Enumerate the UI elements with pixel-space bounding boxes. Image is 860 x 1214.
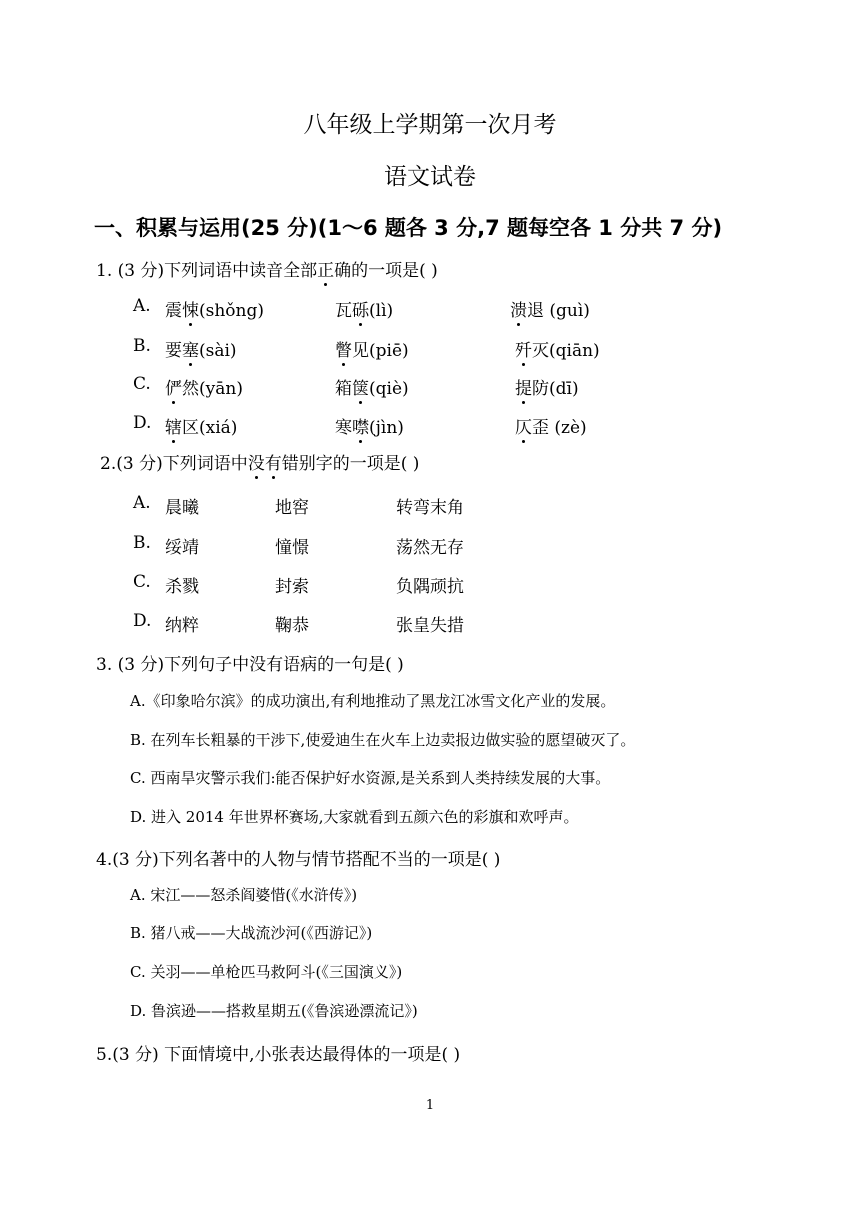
dotted-char: 噤 [352, 413, 369, 438]
dotted-char: 没 [248, 449, 265, 474]
question-2-option-c-word2: 封索 [275, 577, 309, 597]
q1-c-word2 [335, 374, 409, 399]
pinyin: (qiān) [549, 341, 600, 361]
question-2-option-c-word3: 负隅顽抗 [396, 577, 464, 597]
question-1-stem-b: 确的一项是( ) [334, 261, 438, 281]
question-3-option-a: A.《印象哈尔滨》的成功演出,有利地推动了黑龙江冰雪文化产业的发展。 [130, 692, 616, 710]
pinyin: (shǒng) [199, 301, 265, 321]
pinyin: (qiè) [369, 379, 409, 399]
pinyin: (sài) [199, 341, 237, 361]
question-2-option-d-label: D. [133, 611, 152, 631]
word-text: 箱 [335, 379, 352, 399]
question-2-stem-a: 2.(3 分)下列词语中 [100, 454, 248, 474]
question-1-option-a [133, 296, 151, 316]
dotted-char: 塞 [182, 336, 199, 361]
question-3-option-b: B. 在列车长粗暴的干涉下,使爱迪生在火车上边卖报边做实验的愿望破灭了。 [130, 731, 636, 749]
exam-title: 八年级上学期第一次月考 [303, 112, 557, 138]
exam-subtitle: 语文试卷 [384, 164, 476, 190]
page-number: 1 [425, 1098, 435, 1113]
word-text: 瓦 [335, 301, 352, 321]
q1-b-word1 [165, 336, 237, 361]
q1-d-word3 [515, 413, 587, 438]
word-text: 灭 [532, 341, 549, 361]
dotted-char: 俨 [165, 374, 182, 399]
dotted-char: 提 [515, 374, 532, 399]
pinyin: (lì) [369, 301, 394, 321]
question-4-option-b: B. 猪八戒——大战流沙河(《西游记》) [130, 924, 373, 942]
q1-c-word1 [165, 374, 243, 399]
question-4-stem: 4.(3 分)下列名著中的人物与情节搭配不当的一项是( ) [96, 850, 501, 870]
question-1-option-d [133, 413, 151, 433]
question-2-option-d-word2: 鞠恭 [275, 616, 309, 636]
pinyin: (jìn) [369, 418, 404, 438]
question-2-option-a-word3: 转弯末角 [396, 498, 464, 518]
question-4-option-d: D. 鲁滨逊——搭救星期五(《鲁滨逊漂流记》) [130, 1002, 418, 1020]
option-label: C. [133, 374, 151, 394]
pinyin: (xiá) [199, 418, 238, 438]
section-heading: 一、积累与运用(25 分)(1～6 题各 3 分,7 题每空各 1 分共 7 分) [94, 216, 723, 240]
q1-a-word3 [510, 296, 590, 321]
word-text: 防 [532, 379, 549, 399]
question-1-option-c [133, 374, 151, 394]
question-2-option-a-word2: 地窖 [275, 498, 309, 518]
question-2-stem [100, 449, 419, 474]
word-text: 歪 [532, 418, 549, 438]
question-2-option-d-word3: 张皇失措 [396, 616, 464, 636]
question-2-option-a-word1: 晨曦 [165, 498, 199, 518]
question-2-option-c-label: C. [133, 572, 151, 592]
dotted-char: 歼 [515, 336, 532, 361]
q1-d-word2 [335, 413, 404, 438]
q1-d-word1 [165, 413, 237, 438]
dotted-char: 仄 [515, 413, 532, 438]
q1-a-word1 [165, 296, 264, 321]
q1-b-word2 [335, 336, 409, 361]
option-label: D. [133, 413, 152, 433]
word-text: 然 [182, 379, 199, 399]
question-2-option-c-word1: 杀戮 [165, 577, 199, 597]
dotted-char: 瞥 [335, 336, 352, 361]
dotted-char: 正 [317, 256, 334, 281]
pinyin: (dī) [549, 379, 579, 399]
word-text: 退 [527, 301, 544, 321]
question-3-option-c: C. 西南旱灾警示我们:能否保护好水资源,是关系到人类持续发展的大事。 [130, 769, 611, 787]
dotted-char: 悚 [182, 296, 199, 321]
option-label: B. [133, 336, 151, 356]
question-2-option-b-word2: 憧憬 [275, 538, 309, 558]
question-4-option-a: A. 宋江——怒杀阎婆惜(《水浒传》) [130, 886, 358, 904]
pinyin: (piē) [369, 341, 409, 361]
word-text: 寒 [335, 418, 352, 438]
pinyin: (zè) [549, 418, 587, 438]
question-2-option-b-word1: 绥靖 [165, 538, 199, 558]
question-1-stem [96, 256, 438, 281]
question-2-option-a-label: A. [133, 493, 151, 513]
dotted-char: 溃 [510, 296, 527, 321]
question-2-option-d-word1: 纳粹 [165, 616, 199, 636]
word-text: 见 [352, 341, 369, 361]
dotted-char: 砾 [352, 296, 369, 321]
question-2-stem-b: 错别字的一项是( ) [281, 454, 420, 474]
question-3-option-d: D. 进入 2014 年世界杯赛场,大家就看到五颜六色的彩旗和欢呼声。 [130, 808, 579, 826]
question-4-option-c: C. 关羽——单枪匹马救阿斗(《三国演义》) [130, 963, 403, 981]
question-5-stem: 5.(3 分) 下面情境中,小张表达最得体的一项是( ) [96, 1045, 461, 1065]
q1-a-word2 [335, 296, 393, 321]
dotted-char: 有 [265, 449, 282, 474]
question-1-option-b [133, 336, 151, 356]
question-3-stem: 3. (3 分)下列句子中没有语病的一句是( ) [96, 655, 404, 675]
word-text: 震 [165, 301, 182, 321]
question-2-option-b-label: B. [133, 533, 151, 553]
dotted-char: 辖 [165, 413, 182, 438]
dotted-char: 箧 [352, 374, 369, 399]
q1-b-word3 [515, 336, 600, 361]
pinyin: (guì) [544, 301, 590, 321]
option-label: A. [133, 296, 151, 316]
question-2-option-b-word3: 荡然无存 [396, 538, 464, 558]
q1-c-word3 [515, 374, 579, 399]
pinyin: (yān) [199, 379, 243, 399]
word-text: 要 [165, 341, 182, 361]
word-text: 区 [182, 418, 199, 438]
question-1-stem-a: 1. (3 分)下列词语中读音全部 [96, 261, 318, 281]
